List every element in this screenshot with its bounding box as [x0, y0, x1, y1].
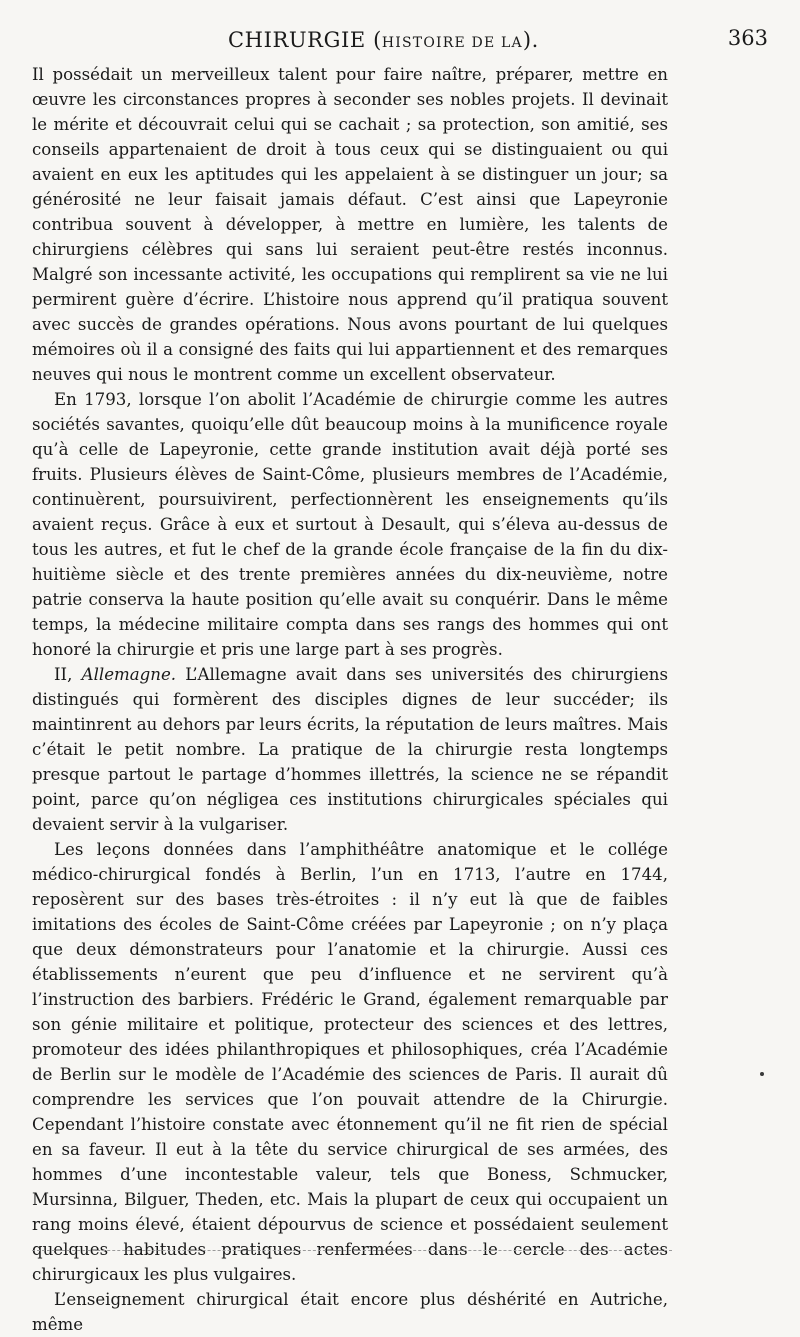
running-title-end: ).: [522, 28, 539, 52]
running-head: [30, 22, 770, 56]
body-text: [32, 62, 668, 1337]
paragraph-berlin: Les leçons données dans l’amphithéâtre anatomique et le collége médico-chirurgical fondés à Berlin, l’un en 1713, l’autre en 1744, reposèrent sur des bases très-étroites : il n’y eut là que de faibles imitations des écoles de Saint-Côme créées par Lapeyronie ; on n’y plaça que deux démonstrateurs pour l’anatomie et la chirurgie. Aussi ces établissements n’eurent que peu d’influence et ne servirent qu’à l’instruction des barbiers. Frédéric le Grand, également remarquable par son génie militaire et politique, protecteur des sciences et des lettres, promoteur des idées philanthropiques et philosophiques, créa l’Académie de Berlin sur le modèle de l’Académie des sciences de Paris. Il aurait dû comprendre les services que l’on pouvait attendre de la Chirurgie. Cependant l’histoire constate avec étonnement qu’il ne fit rien de spécial en sa faveur. Il eut à la tête du service chirurgical de ses armées, des hommes d’une incontestable valeur, tels que Boness, Schmucker, Mursinna, Bilguer, Theden, etc. Mais la plupart de ceux qui occupaient un rang moins élevé, étaient dépourvus de science et possédaient seulement quelques habitudes pratiques renfermées dans le cercle des actes chirurgicaux les plus vulgaires.: [32, 840, 668, 1284]
footer-rule: [32, 1250, 672, 1251]
paragraph-allemagne-text: L’Allemagne avait dans ses universités des chirurgiens distingués qui formèrent des disciples dignes de leur succéder; ils maintinrent au dehors par leurs écrits, la réputation de leurs maîtres. Mais c’était le petit nombre. La pratique de la chirurgie resta longtemps presque partout le partage d’hommes illettrés, la science ne se répandit point, parce qu’on négligea ces institutions chirurgicales spéciales qui devaient servir à la vulgariser.: [32, 665, 668, 834]
section-heading-allemagne: Allemagne.: [81, 665, 177, 684]
page-number: 363: [727, 26, 768, 50]
paragraph-autriche: L’enseignement chirurgical était encore plus déshérité en Autriche, même: [32, 1290, 668, 1334]
section-number: II,: [54, 665, 82, 684]
running-title-subtitle: HISTOIRE DE LA: [381, 35, 523, 51]
running-title: [228, 28, 539, 52]
margin-dot: [760, 1072, 764, 1076]
paragraph-1793-academie: En 1793, lorsque l’on abolit l’Académie de chirurgie comme les autres sociétés savantes, quoiqu’elle dût beaucoup moins à la munificence royale qu’à celle de Lapeyronie, cette grande institution avait déjà porté ses fruits. Plusieurs élèves de Saint-Côme, plusieurs membres de l’Académie, continuèrent, poursuivirent, perfectionnèrent les enseignements qu’ils avaient reçus. Grâce à eux et surtout à Desault, qui s’éleva au-dessus de tous les autres, et fut le chef de la grande école française de la fin du dix-huitième siècle et des trente premières années du dix-neuvième, notre patrie conserva la haute position qu’elle avait su conquérir. Dans le même temps, la médecine militaire compta dans ses rangs des hommes qui ont honoré la chirurgie et pris une large part à ses progrès.: [32, 390, 668, 659]
paragraph-allemagne: [32, 662, 668, 837]
paragraph-lapeyronie-talent: Il possédait un merveilleux talent pour faire naître, préparer, mettre en œuvre les circonstances propres à seconder ses nobles projets. Il devinait le mérite et découvrait celui qui se cachait ; sa protection, son amitié, ses conseils appartenaient de droit à tous ceux qui se distinguaient ou qui avaient en eux les aptitudes qui les appelaient à se distinguer un jour; sa générosité ne leur faisait jamais défaut. C’est ainsi que Lapeyronie contribua souvent à développer, à mettre en lumière, les talents de chirurgiens célèbres qui sans lui seraient peut-être restés inconnus. Malgré son incessante activité, les occupations qui remplirent sa vie ne lui permirent guère d’écrire. L’histoire nous apprend qu’il pratiqua souvent avec succès de grandes opérations. Nous avons pourtant de lui quelques mémoires où il a consigné des faits qui lui appartiennent et des remarques neuves qui nous le montrent comme un excellent observateur.: [32, 65, 668, 384]
running-title-main: CHIRURGIE (: [228, 28, 382, 52]
